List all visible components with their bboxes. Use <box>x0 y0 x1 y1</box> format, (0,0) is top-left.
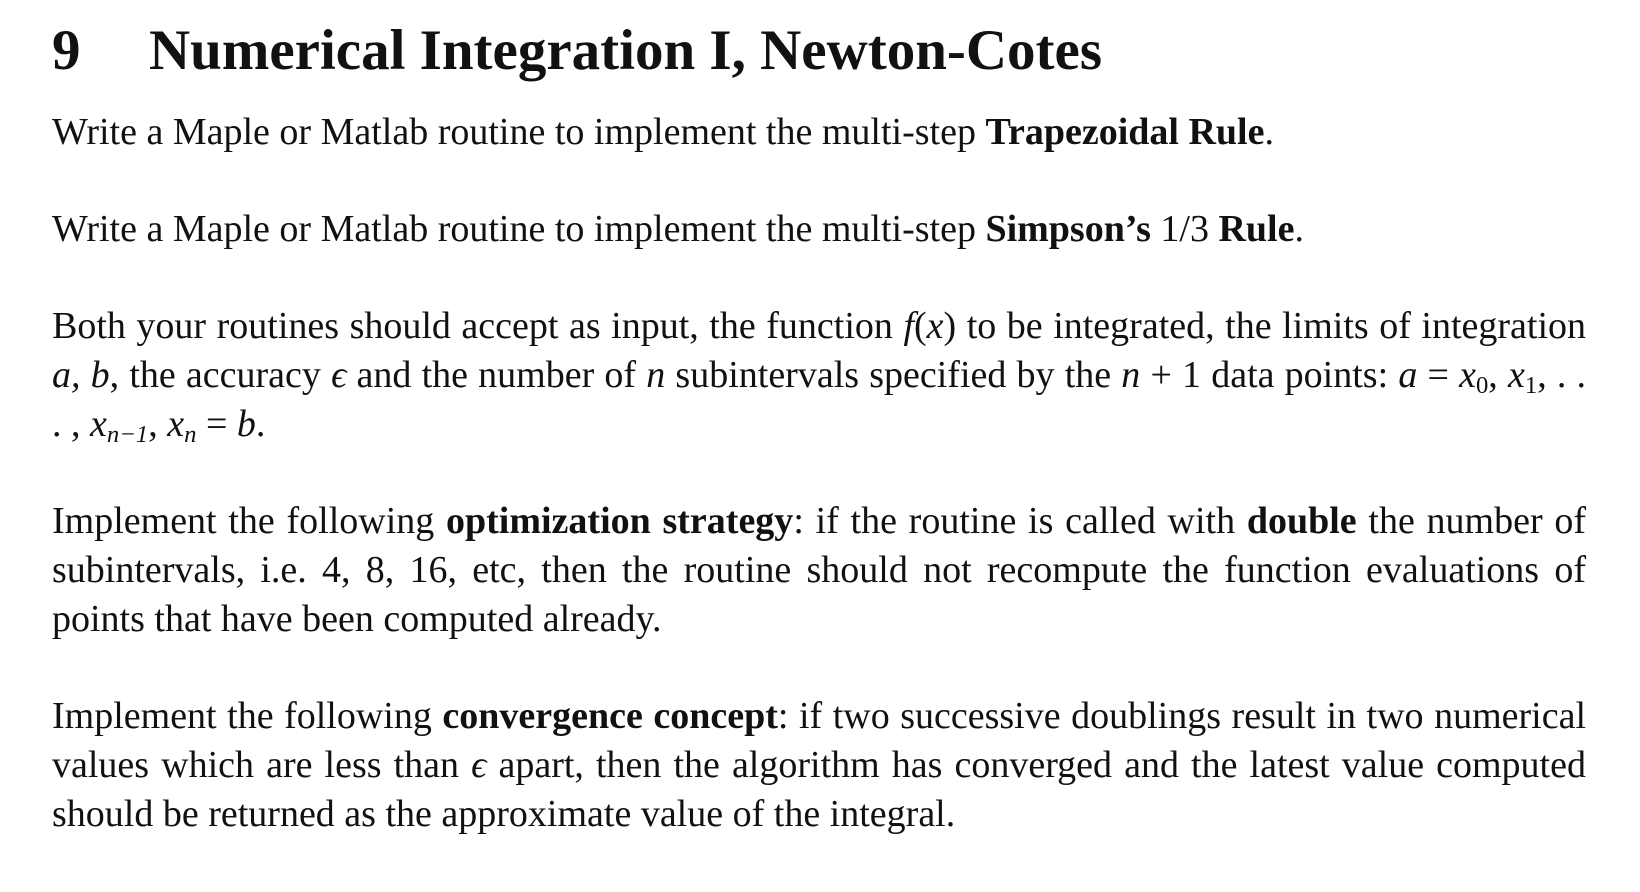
text-run: , . . . , <box>52 353 1587 445</box>
math-symbol: x <box>1507 353 1525 396</box>
bold-term-trapezoidal-rule: Trapezoidal Rule <box>985 110 1265 153</box>
text-run: Implement the following <box>52 499 446 542</box>
bold-term-optimization-strategy: optimization strategy <box>445 499 794 542</box>
text-run: apart, then the algorithm has converged and the latest value computed should be returned as the approximate value of the integral. <box>52 743 1586 835</box>
text-run: Write a Maple or Matlab routine to implement the multi-step <box>52 110 986 153</box>
math-subscript: 0 <box>1475 371 1489 399</box>
math-symbol: n <box>646 353 666 396</box>
section-title: Numerical Integration I, Newton-Cotes <box>149 19 1102 82</box>
math-subscript: 1 <box>1524 371 1538 399</box>
bold-term-rule: Rule <box>1218 207 1295 250</box>
paragraph-convergence <box>52 692 1586 839</box>
math-subscript: n−1 <box>106 420 149 448</box>
document-page <box>52 18 1586 839</box>
text-run: . <box>1264 110 1274 153</box>
text-run: : if the routine is called with <box>793 499 1247 542</box>
text-run: and the number of <box>346 353 647 396</box>
text-run: = <box>1417 353 1460 396</box>
paragraph-trapezoidal <box>52 108 1586 157</box>
section-heading <box>52 18 1586 84</box>
math-symbol: n <box>1121 353 1141 396</box>
text-run: : if two successive doublings result in two numerical values which are less than <box>52 694 1587 786</box>
text-run: , <box>148 402 168 445</box>
text-run: . <box>1294 207 1304 250</box>
math-symbol: x <box>926 304 944 347</box>
bold-term-convergence-concept: convergence concept <box>442 694 778 737</box>
math-symbol: x <box>167 402 185 445</box>
text-run: Write a Maple or Matlab routine to implement the multi-step <box>52 207 986 250</box>
bold-term-double: double <box>1246 499 1357 542</box>
math-symbol-epsilon: ϵ <box>471 743 487 786</box>
text-run: + 1 data points: <box>1140 353 1399 396</box>
math-subscript: n <box>184 420 197 448</box>
text-run: 1/3 <box>1150 207 1219 250</box>
paragraph-inputs <box>52 302 1586 449</box>
math-symbol: f <box>903 304 914 347</box>
paragraph-optimization <box>52 497 1586 644</box>
text-run: ) to be integrated, the limits of integration <box>943 304 1586 347</box>
text-run: = <box>196 402 237 445</box>
text-run: subintervals specified by the <box>665 353 1122 396</box>
text-run: Implement the following <box>52 694 443 737</box>
text-run: Both your routines should accept as input, the function <box>52 304 904 347</box>
text-run: the number of subintervals, i.e. 4, 8, 16, etc, then the routine should not recompute the function evaluations of points that have been computed already. <box>52 499 1587 640</box>
paragraph-simpson <box>52 205 1586 254</box>
text-run: ( <box>914 304 927 347</box>
text-run: , the accuracy <box>109 353 332 396</box>
math-symbol: x <box>90 402 107 445</box>
text-run: , <box>1488 353 1508 396</box>
bold-term-simpsons: Simpson’s <box>985 207 1151 250</box>
section-number: 9 <box>52 19 81 82</box>
math-symbol: a, b <box>52 353 110 396</box>
math-symbol: b <box>236 402 256 445</box>
math-symbol-epsilon: ϵ <box>331 353 347 396</box>
math-symbol: x <box>1459 353 1476 396</box>
text-run: . <box>255 402 266 445</box>
math-symbol: a <box>1398 353 1418 396</box>
